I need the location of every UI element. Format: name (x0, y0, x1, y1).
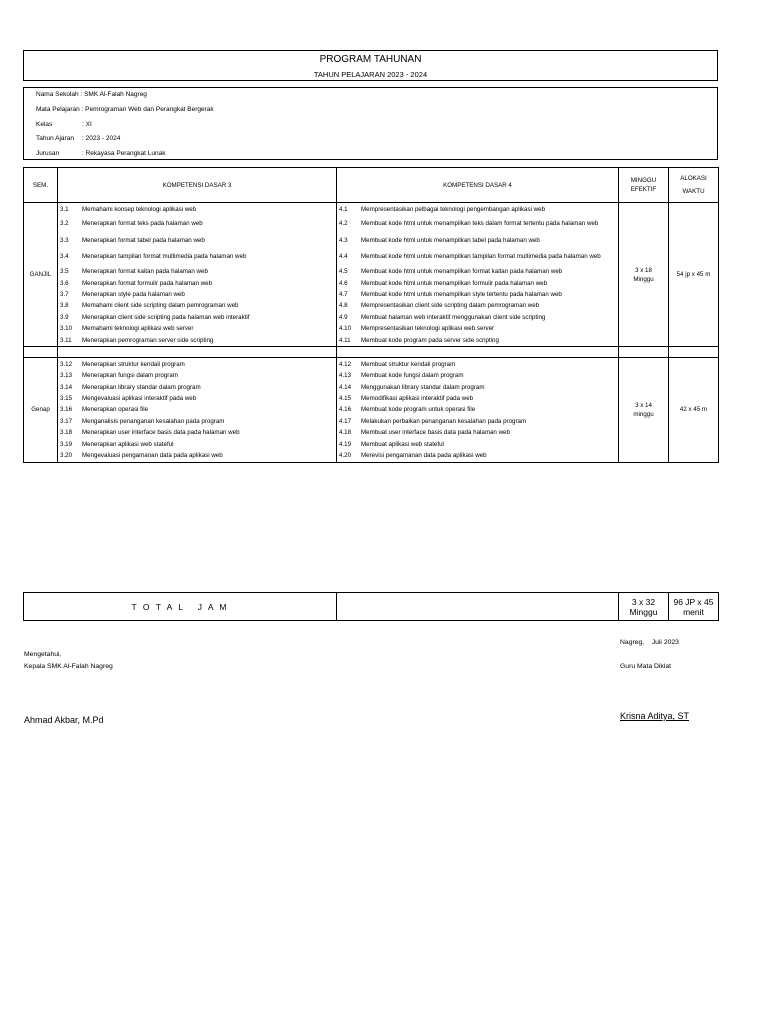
competency-item (337, 393, 618, 404)
competency-item (337, 416, 618, 427)
header-kd4: KOMPETENSI DASAR 4 (337, 168, 619, 203)
competency-text: Mengevaluasi aplikasi interaktif pada web (82, 395, 197, 403)
info-row-jurusan (36, 150, 165, 157)
spacer-cell (619, 347, 669, 358)
minggu-value: 3 x 14 (635, 401, 652, 409)
info-value: : Pemrograman Web dan Perangkat Bergerak (81, 106, 214, 113)
competency-text: Menerapkan format formulir pada halaman web (82, 279, 213, 287)
competency-item (337, 233, 618, 248)
competency-text: Membuat user interface basis data pada halaman web (361, 429, 510, 437)
header-minggu: MINGGU EFEKTIF (619, 168, 669, 203)
info-label: Tahun Ajaran (36, 135, 74, 142)
competency-number: 4.16 (339, 406, 352, 414)
minggu-cell (619, 358, 669, 463)
competency-text: Menerapkan fungsi dalam program (82, 372, 178, 380)
competency-item (58, 359, 336, 370)
competency-text: Membuat kode html untuk menampilkan style tertentu pada halaman web (361, 290, 562, 298)
header-alokasi-line1: ALOKASI (680, 175, 707, 182)
competency-item (58, 266, 336, 277)
competency-text: Mengevaluasi pengamanan data pada aplikasi web (82, 452, 223, 460)
competency-item (58, 289, 336, 300)
document-subtitle: TAHUN PELAJARAN 2023 - 2024 (313, 70, 428, 79)
kd4-cell (337, 358, 619, 463)
spacer-cell (24, 347, 58, 358)
document-title: PROGRAM TAHUNAN (319, 54, 422, 65)
competency-number: 4.8 (339, 302, 348, 310)
competency-text: Membuat kode program pada server side scripting (361, 336, 499, 344)
competency-item (337, 427, 618, 438)
info-label: Kelas (36, 121, 53, 128)
competency-item (337, 439, 618, 450)
info-label: Mata Pelajaran (36, 106, 80, 113)
competency-item (58, 427, 336, 438)
program-table (23, 167, 719, 463)
competency-item (337, 204, 618, 215)
minggu-cell (619, 203, 669, 347)
competency-number: 3.1 (60, 205, 69, 213)
info-row-mapel (36, 106, 214, 113)
kd4-list (337, 204, 618, 346)
competency-number: 3.6 (60, 279, 69, 287)
competency-number: 3.19 (60, 440, 73, 448)
kd4-cell (337, 203, 619, 347)
mengetahui-text: Mengetahui, (24, 651, 62, 658)
competency-number: 3.4 (60, 253, 69, 261)
competency-item (337, 278, 618, 289)
competency-text: Memahami konsep teknologi aplikasi web (82, 205, 197, 213)
competency-item (337, 312, 618, 323)
competency-text: Mempresentasikan teknologi aplikasi web server (361, 325, 495, 333)
competency-number: 4.9 (339, 313, 348, 321)
competency-item (337, 359, 618, 370)
total-label: T O T A L J A M (24, 593, 337, 621)
competency-item (58, 323, 336, 334)
place-date: Nagreg, Juli 2023 (620, 639, 679, 646)
competency-text: Menerapkan user interface basis data pada halaman web (82, 429, 240, 437)
alokasi-cell: 54 jp x 45 m (669, 203, 719, 347)
info-row-tahun (36, 135, 120, 142)
competency-number: 3.11 (60, 336, 72, 344)
info-box (23, 87, 718, 160)
competency-text: Membuat kode program untuk operasi file (361, 406, 476, 414)
info-value: : Rekayasa Perangkat Lunak (82, 150, 166, 157)
competency-number: 4.6 (339, 279, 348, 287)
kepala-name: Ahmad Akbar, M.Pd (24, 715, 104, 725)
competency-number: 3.9 (60, 313, 69, 321)
semester-ganjil-row (24, 203, 719, 347)
competency-number: 4.18 (339, 429, 352, 437)
competency-number: 3.7 (60, 290, 69, 298)
competency-text: Menerapkan struktur kendali program (82, 360, 185, 368)
competency-text: Menerapkan operasi file (82, 406, 149, 414)
competency-item (337, 371, 618, 382)
total-table (23, 592, 719, 621)
competency-number: 3.8 (60, 302, 69, 310)
spacer-row (24, 347, 719, 358)
competency-text: Menerapkan style pada halaman web (82, 290, 185, 298)
kepala-title: Kepala SMK Al-Falah Nagreg (24, 663, 113, 670)
info-row-sekolah (36, 91, 147, 98)
kd3-cell (58, 358, 337, 463)
minggu-value: 3 x 18 (635, 266, 652, 274)
competency-item (58, 215, 336, 233)
competency-text: Menerapkan format tabel pada halaman web (82, 236, 205, 244)
competency-item (58, 416, 336, 427)
competency-item (58, 335, 336, 346)
competency-text: Mempresentasikan pelbagai teknologi pengembangan aplikasi web (361, 205, 546, 213)
competency-number: 4.13 (339, 372, 352, 380)
competency-text: Membuat kode html untuk menampilkan formulir pada halaman web (361, 279, 548, 287)
info-value: : 2023 - 2024 (82, 135, 121, 142)
alokasi-cell: 42 x 45 m (669, 358, 719, 463)
competency-item (58, 371, 336, 382)
total-alokasi-value: 96 JP x 45 (673, 596, 714, 607)
competency-item (58, 248, 336, 266)
header-kd3: KOMPETENSI DASAR 3 (58, 168, 337, 203)
competency-number: 3.13 (60, 372, 73, 380)
info-value: : XI (82, 121, 92, 128)
competency-number: 3.14 (60, 383, 73, 391)
total-row (24, 593, 719, 621)
competency-number: 3.15 (60, 395, 73, 403)
competency-text: Menerapkan library standar dalam program (82, 383, 201, 391)
competency-item (337, 382, 618, 393)
competency-number: 3.20 (60, 452, 73, 460)
competency-number: 4.1 (339, 205, 348, 213)
competency-text: Menerapkan aplikasi web stateful (82, 440, 174, 448)
competency-number: 4.14 (339, 383, 352, 391)
spacer-cell (58, 347, 337, 358)
competency-text: Menggunakan library standar dalam program (361, 383, 485, 391)
competency-number: 3.5 (60, 268, 69, 276)
competency-text: Membuat aplikasi web stateful (361, 440, 444, 448)
competency-number: 3.12 (60, 360, 73, 368)
competency-text: Menerapkan pemrograman server side scripting (82, 336, 214, 344)
total-minggu (619, 593, 669, 621)
competency-text: Menganalisis penanganan kesalahan pada program (82, 417, 225, 425)
competency-item (58, 405, 336, 416)
competency-text: Memodifikasi aplikasi interaktif pada web (361, 395, 474, 403)
competency-item (58, 382, 336, 393)
total-empty-cell (337, 593, 619, 621)
semester-label: GANJIL (24, 203, 58, 347)
kd3-list (58, 359, 336, 462)
title-box (23, 50, 718, 81)
competency-text: Membuat halaman web interaktif menggunakan client side scripting (361, 313, 546, 321)
total-alokasi-unit: menit (683, 606, 704, 617)
competency-item (337, 266, 618, 277)
competency-number: 4.7 (339, 290, 348, 298)
competency-item (337, 289, 618, 300)
kd3-cell (58, 203, 337, 347)
competency-item (337, 335, 618, 346)
competency-item (337, 450, 618, 461)
competency-item (337, 248, 618, 266)
competency-number: 4.17 (339, 417, 352, 425)
competency-number: 3.16 (60, 406, 73, 414)
spacer-cell (669, 347, 719, 358)
semester-genap-row (24, 358, 719, 463)
competency-text: Menerapkan tampilan format multimedia pada halaman web (82, 253, 247, 261)
competency-number: 3.3 (60, 236, 69, 244)
competency-number: 4.20 (339, 452, 352, 460)
competency-number: 4.11 (339, 336, 351, 344)
info-label: Nama Sekolah (36, 91, 79, 98)
competency-number: 3.18 (60, 429, 73, 437)
competency-number: 4.3 (339, 236, 348, 244)
competency-number: 4.10 (339, 325, 352, 333)
competency-text: Memahami teknologi aplikasi web server (82, 325, 194, 333)
competency-number: 4.4 (339, 253, 348, 261)
competency-number: 3.2 (60, 220, 69, 228)
table-header-row (24, 168, 719, 203)
competency-number: 3.17 (60, 417, 73, 425)
competency-number: 3.10 (60, 325, 73, 333)
competency-item (337, 215, 618, 233)
minggu-unit: minggu (633, 410, 654, 418)
competency-number: 4.19 (339, 440, 352, 448)
competency-number: 4.15 (339, 395, 352, 403)
info-row-kelas (36, 121, 92, 128)
competency-text: Membuat kode fungsi dalam program (361, 372, 464, 380)
competency-text: Menerapkan format teks pada halaman web (82, 220, 203, 228)
competency-text: Memahami client side scripting dalam pemrograman web (82, 302, 239, 310)
guru-name: Krisna Aditya, ST (620, 711, 690, 721)
minggu-unit: Minggu (633, 275, 654, 283)
competency-text: Melakukan perbaikan penanganan kesalahan pada program (361, 417, 527, 425)
competency-item (58, 393, 336, 404)
info-value: : SMK Al-Falah Nagreg (80, 91, 147, 98)
competency-text: Membuat kode html untuk menampilkan tampilan format multimedia pada halaman web (361, 253, 601, 261)
kd4-list (337, 359, 618, 462)
info-label: Jurusan (36, 150, 60, 157)
total-minggu-value: 3 x 32 (631, 596, 656, 607)
competency-text: Mempresentasikan client side scripting dalam pemrograman web (361, 302, 540, 310)
header-alokasi (669, 168, 719, 203)
competency-item (337, 405, 618, 416)
spacer-cell (337, 347, 619, 358)
guru-title: Guru Mata Diklat (620, 663, 671, 670)
competency-text: Membuat struktur kendali program (361, 360, 456, 368)
competency-item (58, 312, 336, 323)
competency-text: Membuat kode html untuk menampilkan format kaitan pada halaman web (361, 268, 563, 276)
competency-number: 4.12 (339, 360, 352, 368)
competency-number: 4.2 (339, 220, 348, 228)
competency-item (337, 301, 618, 312)
header-sem: SEM. (24, 168, 58, 203)
competency-number: 4.5 (339, 268, 348, 276)
semester-label: Genap (24, 358, 58, 463)
total-alokasi (669, 593, 719, 621)
competency-text: Membuat kode html untuk menampilkan tabel pada halaman web (361, 236, 540, 244)
competency-text: Menerapkan client side scripting pada halaman web interaktif (82, 313, 250, 321)
kd3-list (58, 204, 336, 346)
competency-item (58, 278, 336, 289)
competency-text: Membuat kode html untuk menampilkan teks dalam format tertentu pada halaman web (361, 220, 599, 228)
competency-item (58, 233, 336, 248)
competency-text: Menerapkan format kaitan pada halaman web (82, 268, 208, 276)
header-alokasi-line2: WAKTU (682, 188, 705, 195)
competency-item (58, 450, 336, 461)
total-minggu-unit: Minggu (629, 606, 658, 617)
competency-item (58, 301, 336, 312)
competency-item (58, 439, 336, 450)
competency-item (337, 323, 618, 334)
competency-text: Merevisi pengamanan data pada aplikasi web (361, 452, 487, 460)
competency-item (58, 204, 336, 215)
